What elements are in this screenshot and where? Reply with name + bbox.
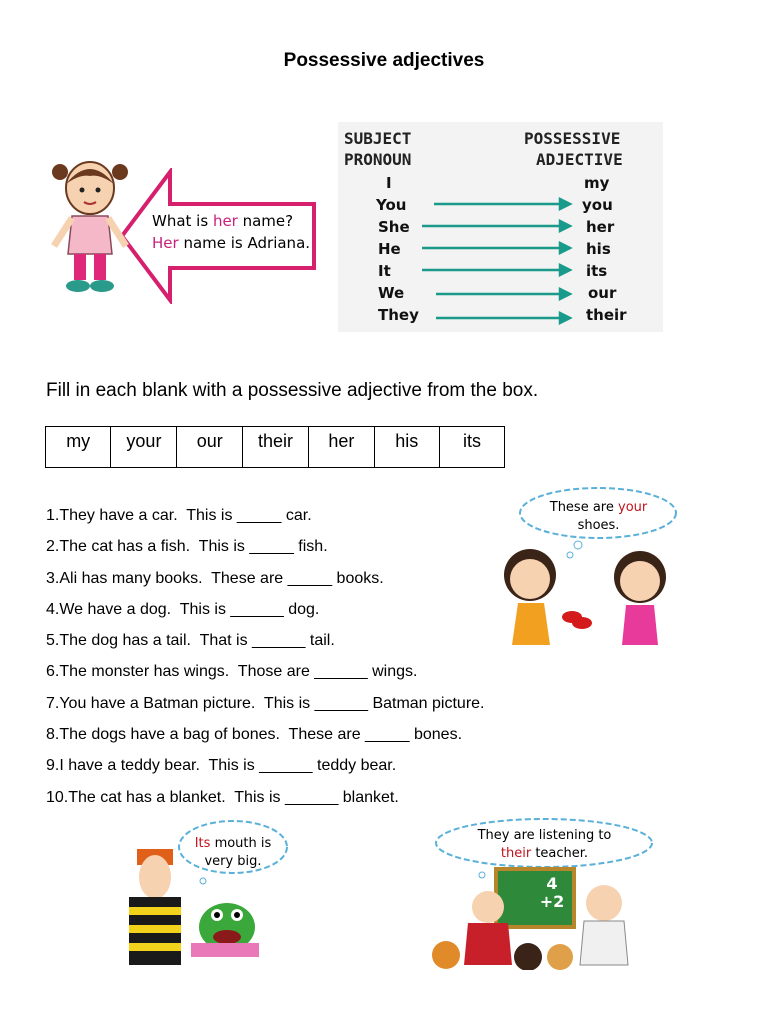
question-item: 5.The dog has a tail. That is ______ tail. <box>46 632 335 650</box>
word-box-cell: his <box>374 427 439 468</box>
header-pronoun: PRONOUN <box>344 150 412 169</box>
callout-line-2: Her name is Adriana. <box>152 234 311 252</box>
kids-illustration <box>490 485 685 650</box>
question-item: 2.The cat has a fish. This is _____ fish. <box>46 538 328 556</box>
question-item: 4.We have a dog. This is ______ dog. <box>46 600 320 618</box>
question-item: 8.The dogs have a bag of bones. These are _____ bones. <box>46 726 463 744</box>
callout-line-1: What is her name? <box>152 212 294 230</box>
word-box-cell: your <box>111 427 177 468</box>
subject-we: We <box>378 284 405 302</box>
monster-speech-bubble <box>183 835 283 871</box>
word-box-cell: our <box>177 427 243 468</box>
teacher-bubble-line-1: They are listening to <box>477 828 612 843</box>
possessive-its: its <box>586 262 608 280</box>
kids-bubble-line-1: These are your <box>549 500 648 515</box>
question-item: 10.The cat has a blanket. This is ______ blanket. <box>46 788 399 806</box>
header-subject: SUBJECT <box>344 129 412 148</box>
subject-it: It <box>378 262 391 280</box>
kids-bubble-line-2: shoes. <box>577 518 620 533</box>
word-box-cell: my <box>46 427 111 468</box>
teacher-illustration <box>428 815 658 970</box>
word-box-cell: its <box>439 427 504 468</box>
monster-bubble-line-1: Its mouth is <box>194 836 272 851</box>
question-item: 1.They have a car. This is _____ car. <box>46 507 312 524</box>
pronoun-chart <box>338 122 663 332</box>
question-list <box>46 500 485 813</box>
possessive-my: my <box>584 174 610 192</box>
page-title: Possessive adjectives <box>283 50 485 71</box>
header-adjective: ADJECTIVE <box>536 150 623 169</box>
subject-she: She <box>378 218 410 236</box>
instruction-text: Fill in each blank with a possessive adjective from the box. <box>46 380 539 401</box>
possessive-you: you <box>582 196 613 214</box>
callout-text <box>152 210 310 254</box>
subject-i: I <box>386 174 392 192</box>
question-item: 9.I have a teddy bear. This is ______ teddy bear. <box>46 757 397 775</box>
word-box-cell: their <box>243 427 309 468</box>
monster-illustration <box>115 815 290 965</box>
question-item: 3.Ali has many books. These are _____ books. <box>46 569 384 587</box>
subject-he: He <box>378 240 401 258</box>
kids-speech-bubble <box>526 499 671 535</box>
possessive-his: his <box>586 240 611 258</box>
possessive-our: our <box>588 284 617 302</box>
question-item: 6.The monster has wings. Those are ______ wings. <box>46 663 418 681</box>
girl-illustration <box>40 158 140 298</box>
possessive-her: her <box>586 218 615 236</box>
pronoun-arrows <box>338 122 663 332</box>
monster-bubble-line-2: very big. <box>204 854 262 869</box>
teacher-speech-bubble <box>442 827 647 863</box>
word-box-cell: her <box>309 427 375 468</box>
subject-they: They <box>378 306 419 324</box>
word-box <box>45 426 505 468</box>
teacher-bubble-line-2: their teacher. <box>500 846 589 861</box>
possessive-their: their <box>586 306 627 324</box>
subject-you: You <box>376 196 407 214</box>
question-item: 7.You have a Batman picture. This is ______ Batman picture. <box>46 694 485 712</box>
chalkboard-text: 4 +2 <box>539 874 565 911</box>
header-possessive: POSSESSIVE <box>524 129 621 148</box>
